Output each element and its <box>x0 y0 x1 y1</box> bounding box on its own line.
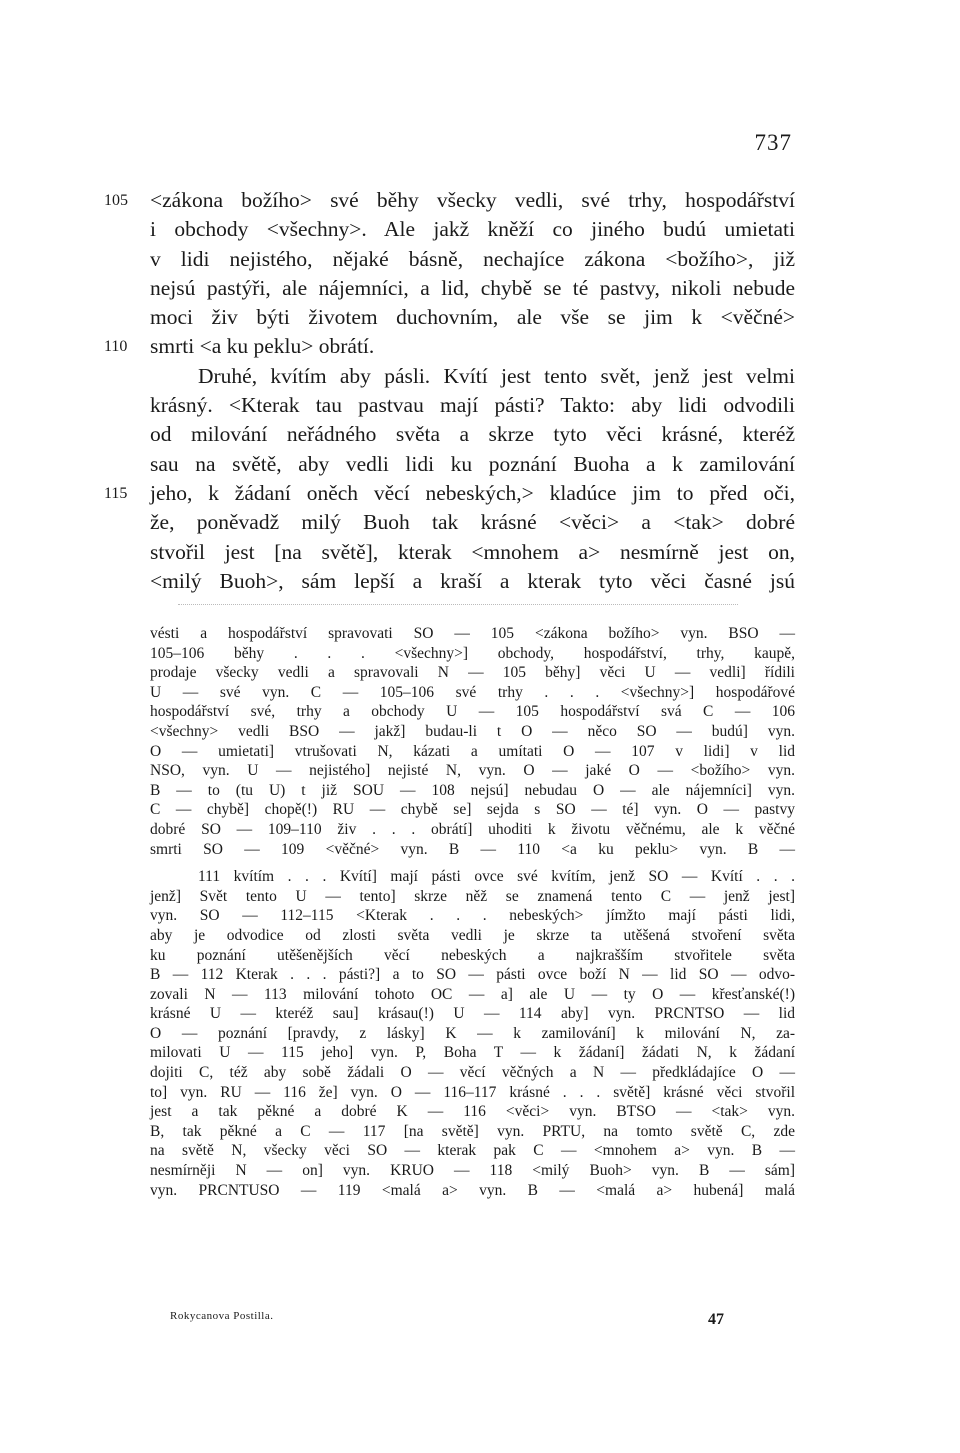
apparatus-line: B — 112 Kterak . . . pásti?] a to SO — pásti ovce boží N — lid SO — odvo- <box>150 966 795 984</box>
line-number: 105 <box>104 192 128 209</box>
apparatus-line: 105–106 běhy . . . <všechny>] obchody, hospodářství, trhy, kaupě, <box>150 644 795 662</box>
apparatus-line: hospodářství své, trhy a obchody U — 105 hospodářství svá C — 106 <box>150 703 795 721</box>
apparatus-line: na světě N, všecky věci SO — kterak pak C — <mnohem a> vyn. B — <box>150 1142 795 1160</box>
apparatus-line: U — své vyn. C — 105–106 své trhy . . . <všechny>] hospodářové <box>150 683 795 701</box>
apparatus-line: B, tak pěkné a C — 117 [na světě] vyn. PRTU, na tomto světě C, zde <box>150 1122 795 1140</box>
text-line <box>150 508 795 537</box>
text-line <box>150 450 795 479</box>
line-text: jeho, k žádaní oněch věcí nebeských,> kladúce jim to před oči, <box>150 480 795 505</box>
main-text <box>104 186 795 596</box>
text-line <box>150 420 795 449</box>
text-line <box>150 567 795 596</box>
apparatus-line: O — poznání [pravdy, z lásky] K — k zamilování] k milování N, za- <box>150 1024 795 1042</box>
apparatus-line: C — chybě] chopě(!) RU — chybě se] sejda s SO — té] vyn. O — pastvy <box>150 801 795 819</box>
line-text: sau na světě, aby vedli lidi ku poznání Buoha a k zamilování <box>150 451 795 476</box>
line-number: 110 <box>104 338 128 356</box>
line-text: stvořil jest [na světě], kterak <mnohem a> nesmírně jest on, <box>150 539 795 564</box>
text-line <box>150 303 795 332</box>
apparatus-line: nesmírněji N — on] vyn. KRUO — 118 <milý Buoh> vyn. B — sám] <box>150 1162 795 1180</box>
apparatus-line: <všechny> vedli BSO — jakž] budau-li t O — něco SO — budú] vyn. <box>150 722 795 740</box>
apparatus-line: 111 kvítím . . . Kvítí] mají pásti ovce své kvítím, jenž SO — Kvítí . . . <box>198 868 795 886</box>
apparatus-line: ku poznání utěšenějších věcí nebeských a najkrašším stvořitele světa <box>150 946 795 964</box>
apparatus-line: dobré SO — 109–110 živ . . . obrátí] uhoditi k životu věčnému, ale k věčné <box>150 820 795 838</box>
apparatus-line: krásné U — kteréž sau] krásau(!) U — 114 aby] vyn. PRCNTSO — lid <box>150 1005 795 1023</box>
text-line <box>150 274 795 303</box>
text-line <box>104 332 795 361</box>
apparatus-line: jenž] Svět tento U — tento] skrze něž se znamená tento C — jenž jest] <box>150 887 795 905</box>
line-text: moci živ býti životem duchovním, ale vše se jim k <věčné> <box>150 305 795 330</box>
text-line <box>104 479 795 508</box>
page-number: 737 <box>754 130 792 155</box>
line-text: v lidi nejistého, nějaké básně, nechajíce zákona <božího>, již <box>150 246 795 271</box>
apparatus-line: prodaje všecky vedli a spravovali N — 105 běhy] věci U — vedli] řídili <box>150 664 795 682</box>
line-text: že, poněvadž milý Buoh tak krásné <věci> a <tak> dobré <box>150 510 795 535</box>
line-text: i obchody <všechny>. Ale jakž kněží co jiného budú umietati <box>150 217 795 242</box>
line-text: Druhé, kvítím aby pásli. Kvítí jest tento svět, jenž jest velmi <box>198 363 795 388</box>
critical-apparatus <box>150 624 795 1200</box>
text-line <box>104 186 795 215</box>
apparatus-line: vésti a hospodářství spravovati SO — 105 <zákona božího> vyn. BSO — <box>150 625 795 642</box>
apparatus-line: B — to (tu U) t již SOU — 108 nejsú] nebudau O — ale nájemníci] vyn. <box>150 781 795 799</box>
line-text: krásný. <Kterak tau pastvau mají pásti? Takto: aby lidi odvodili <box>150 393 795 418</box>
line-number: 115 <box>104 484 128 502</box>
text-line <box>150 245 795 274</box>
line-text: <zákona božího> své běhy všecky vedli, své trhy, hospodářství <box>150 188 795 212</box>
apparatus-line: smrti SO — 109 <věčné> vyn. B — 110 <a ku peklu> vyn. B — <box>150 840 795 858</box>
footer-signature: Rokycanova Postilla. <box>170 1310 274 1322</box>
apparatus-line: O — umietati] vtrušovati N, kázati a umítati O — 107 v lidi] v lid <box>150 742 795 760</box>
apparatus-line: to] vyn. RU — 116 že] vyn. O — 116–117 krásné . . . světě] krásné věci stvořil <box>150 1083 795 1101</box>
line-text: nejsú pastýři, ale nájemníci, a lid, chybě se té pastvy, nikoli nebude <box>150 275 795 300</box>
apparatus-line: dojiti C, též aby sobě žádali O — věcí věčných a N — předkládajíce O — <box>150 1064 795 1082</box>
line-text: smrti <a ku peklu> obrátí. <box>150 334 375 359</box>
separator-line <box>178 604 738 605</box>
sheet-number: 47 <box>708 1311 724 1328</box>
text-line <box>150 391 795 420</box>
apparatus-line: milovati U — 115 jeho] vyn. P, Boha T — k žádaní] žádati N, k žádaní <box>150 1044 795 1062</box>
apparatus-line: vyn. PRCNTUSO — 119 <malá a> vyn. B — <malá a> hubená] malá <box>150 1181 795 1199</box>
text-line <box>150 215 795 244</box>
line-text: <milý Buoh>, sám lepší a kraší a kterak tyto věci časné jsú <box>150 568 795 593</box>
text-line <box>150 538 795 567</box>
apparatus-line: zovali N — 113 milování tohoto OC — a] ale U — ty O — křesťanské(!) <box>150 985 795 1003</box>
line-text: od milování neřádného světa a skrze tyto věci krásné, kteréž <box>150 422 795 447</box>
apparatus-line: NSO, vyn. U — nejistého] nejisté N, vyn. O — jaké O — <božího> vyn. <box>150 762 795 780</box>
apparatus-line: vyn. SO — 112–115 <Kterak . . . nebeských> jímžto mají pásti lidi, <box>150 907 795 925</box>
apparatus-line: jest a tak pěkné a dobré K — 116 <věci> vyn. BTSO — <tak> vyn. <box>150 1103 795 1121</box>
apparatus-line: aby je odvodice od zlosti světa vedli je skrze ta utěšená stvoření světa <box>150 926 795 944</box>
text-line <box>150 362 795 391</box>
apparatus-gap <box>150 859 795 867</box>
